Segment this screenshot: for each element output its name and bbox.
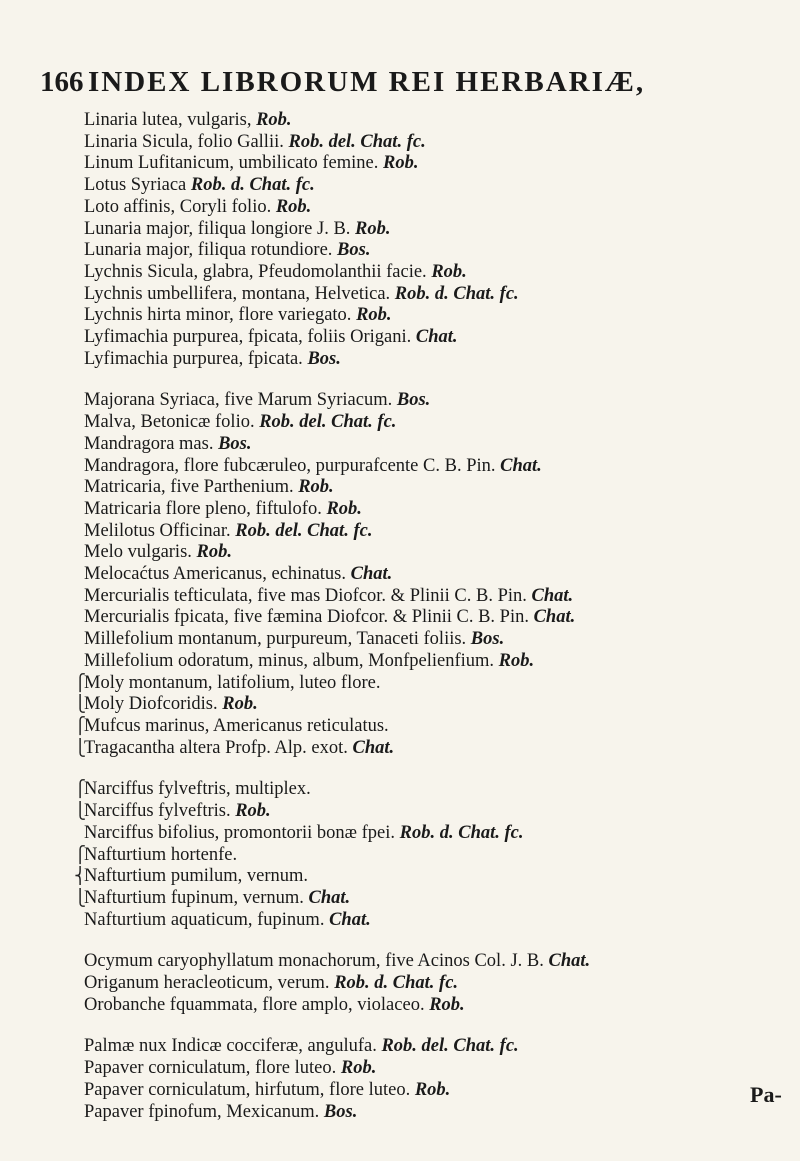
entry-text: Nafturtium fupinum, vernum. [84,887,304,908]
entry-text: Linaria lutea, vulgaris, [84,110,252,130]
brace-mark: ⎩ [74,739,86,757]
index-entry [74,672,784,695]
index-entry [74,779,784,801]
entry-source: Bos. [396,390,431,411]
index-group [74,390,784,759]
entry-text: Narciffus bifolius, promontorii bonæ fpei. [84,822,396,843]
entry-text: Lunaria major, filiqua rotundiore. [84,240,333,261]
catchword: Pa- [750,1082,782,1107]
entry-source: Chat. [531,585,574,606]
brace-mark: ⎧ [74,717,86,735]
index-entry [84,390,784,412]
entry-text: Loto affinis, Coryli folio. [84,196,272,217]
index-group [84,110,784,370]
entry-text: Matricaria, five Parthenium. [84,477,294,498]
entry-source: Rob. [196,542,232,563]
index-entry [84,110,784,132]
entry-text: Millefolium odoratum, minus, album, Monfpelienfium. [84,650,495,671]
index-entry [84,434,784,456]
entry-source: Rob. del. Chat. fc. [235,520,373,541]
index-entry [74,866,784,888]
entry-text: Narciffus fylveftris, multiplex. [84,779,311,800]
index-entry [84,651,784,673]
entry-source: Chat. [329,909,371,930]
page-header [0,62,800,102]
entry-text: Majorana Syriaca, five Marum Syriacum. [84,390,393,411]
index-entry [84,973,784,995]
entry-text: Moly Diofcoridis. [84,694,218,715]
index-entry [84,586,784,608]
index-entry [84,477,784,499]
entry-text: Ocymum caryophyllatum monachorum, five Acinos Col. J. B. [84,951,544,972]
index-entry [84,327,784,349]
entry-text: Lunaria major, filiqua longiore J. B. [84,218,351,239]
entry-text: Nafturtium aquaticum, fupinum. [84,909,325,930]
page-number: 166 [40,66,84,98]
entry-text: Mercurialis fpicata, five fæmina Diofcor. & Plinii C. B. Pin. [84,607,529,628]
entry-source: Rob. [356,305,392,326]
entry-text: Malva, Betonicæ folio. [84,412,255,433]
entry-source: Bos. [218,433,252,454]
entry-source: Rob. d. Chat. fc. [399,822,524,843]
index-entry [84,910,784,932]
index-entry [84,542,784,564]
index-entry [84,499,784,521]
index-entry [74,737,784,760]
index-entry [84,153,784,175]
entry-source: Rob. del. Chat. fc. [288,131,426,152]
entry-text: Nafturtium hortenfe. [84,844,238,865]
entry-text: Lychnis umbellifera, montana, Helvetica. [84,283,391,304]
entry-source: Rob. [326,498,362,519]
index-entry [84,521,784,543]
entry-text: Mandragora, flore fubcæruleo, purpurafcente C. B. Pin. [84,455,496,476]
entry-source: Rob. d. Chat. fc. [334,973,459,994]
index-entry [84,1080,784,1102]
entry-text: Moly montanum, latifolium, luteo flore. [84,672,381,693]
entry-text: Orobanche fquammata, flore amplo, violaceo. [84,994,425,1015]
index-entry [74,801,784,823]
index-entry [74,887,784,910]
entry-text: Papaver corniculatum, hirfutum, flore luteo. [84,1079,411,1100]
index-entry [74,844,784,867]
brace-mark: ⎧ [74,674,86,692]
brace-mark: ⎨ [74,868,86,886]
entry-source: Rob. [340,1058,377,1079]
brace-mark: ⎧ [74,846,86,864]
entry-text: Lychnis hirta minor, flore variegato. [84,305,352,326]
entry-source: Bos. [470,629,505,650]
entry-source: Chat. [350,564,393,585]
entry-source: Chat. [500,455,542,476]
entry-source: Chat. [548,951,591,972]
index-entry [84,607,784,629]
index-entry [84,219,784,241]
brace-mark: ⎩ [74,696,86,714]
entry-source: Rob. del. Chat. fc. [259,412,397,433]
entry-source: Rob. [222,694,258,715]
index-entry [84,262,784,284]
group-gap [84,759,784,779]
entry-source: Chat. [415,327,458,348]
group-gap [84,931,784,951]
entry-source: Rob. d. Chat. fc. [190,175,315,196]
index-group [84,1036,784,1123]
entry-text: Tragacantha altera Profp. Alp. exot. [84,737,348,758]
entry-text: Origanum heracleoticum, verum. [84,973,330,994]
index-entry [84,456,784,478]
group-gap [84,1016,784,1036]
entry-source: Rob. [298,477,334,498]
entry-text: Melilotus Officinar. [84,520,231,541]
index-entry [84,1036,784,1058]
brace-mark: ⎧ [74,781,86,799]
index-entry [84,305,784,327]
index-entry [84,995,784,1017]
index-group [84,951,784,1016]
entry-source: Chat. [533,607,576,628]
entry-source: Rob. d. Chat. fc. [394,283,519,304]
entry-source: Rob. [498,650,535,671]
running-head: INDEX LIBRORUM REI HERBARIÆ, [88,66,646,98]
entry-text: Nafturtium pumilum, vernum. [84,866,309,887]
entry-text: Palmæ nux Indicæ cocciferæ, angulufa. [84,1036,377,1057]
entry-text: Mercurialis tefticulata, five mas Diofcor. & Plinii C. B. Pin. [84,585,527,606]
index-entry [84,132,784,154]
index-entry [84,629,784,651]
entry-text: Millefolium montanum, purpureum, Tanaceti foliis. [84,629,467,650]
index-entry [84,197,784,219]
entry-text: Papaver fpinofum, Mexicanum. [84,1101,320,1122]
entry-text: Lotus Syriaca [84,175,187,196]
index-entry [84,284,784,306]
index-entry [74,715,784,738]
index-entry [84,240,784,262]
index-group [74,779,784,931]
index-entry [84,175,784,197]
index-entries [74,110,784,1123]
entry-text: Linaria Sicula, folio Gallii. [84,131,284,152]
entry-source: Bos. [307,348,341,369]
entry-source: Bos. [337,240,371,261]
entry-source: Rob. [429,994,465,1015]
entry-source: Rob. [431,261,467,282]
entry-text: Melocaćtus Americanus, echinatus. [84,564,346,585]
entry-source: Rob. [414,1079,451,1100]
entry-text: Mufcus marinus, Americanus reticulatus. [84,715,389,736]
entry-source: Rob. del. Chat. fc. [381,1036,519,1057]
entry-text: Papaver corniculatum, flore luteo. [84,1058,337,1079]
index-entry [84,564,784,586]
entry-source: Rob. [235,801,271,822]
entry-source: Rob. [355,218,391,239]
entry-source: Chat. [352,737,395,758]
entry-text: Lychnis Sicula, glabra, Pfeudomolanthii facie. [84,261,427,282]
group-gap [84,370,784,390]
entry-text: Narciffus fylveftris. [84,801,231,822]
brace-mark: ⎩ [74,803,86,821]
index-entry [84,412,784,434]
index-entry [84,349,784,371]
entry-source: Rob. [256,110,292,130]
entry-text: Melo vulgaris. [84,542,192,563]
entry-source: Rob. [275,196,312,217]
index-entry [84,1102,784,1124]
entry-source: Bos. [323,1101,358,1122]
entry-text: Matricaria flore pleno, fiftulofo. [84,498,322,519]
index-entry [84,1058,784,1080]
entry-text: Mandragora mas. [84,433,214,454]
index-entry [74,694,784,716]
index-entry [84,951,784,973]
brace-mark: ⎩ [74,889,86,907]
entry-text: Lyfimachia purpurea, fpicata, foliis Origani. [84,327,412,348]
entry-text: Linum Lufitanicum, umbilicato femine. [84,153,379,174]
entry-source: Chat. [308,887,351,908]
index-entry [84,823,784,845]
entry-text: Lyfimachia purpurea, fpicata. [84,348,303,369]
entry-source: Rob. [383,153,419,174]
